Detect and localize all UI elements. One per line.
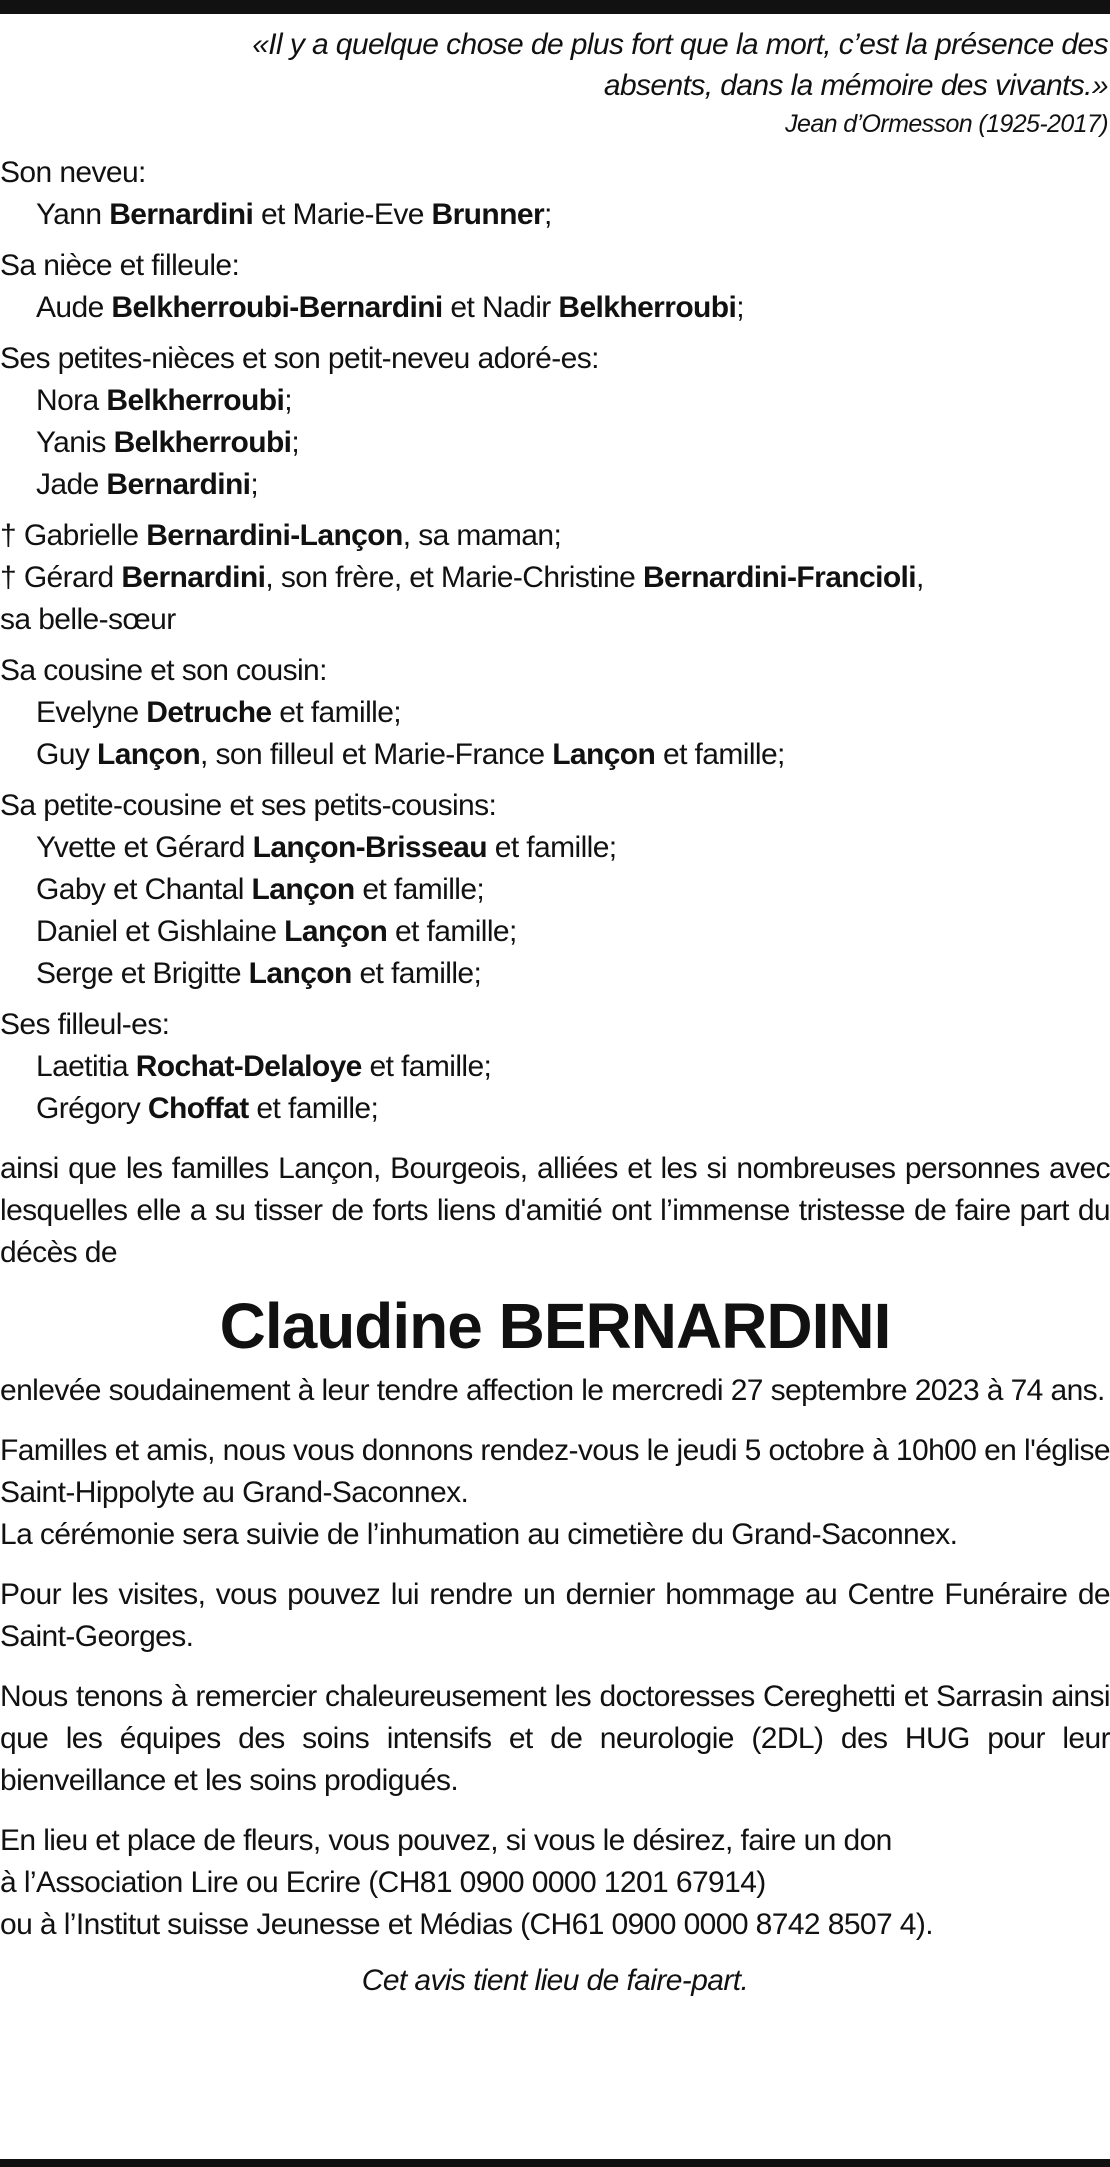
- surname: Bernardini: [121, 561, 266, 594]
- text: , son frère, et Marie-Christine: [265, 561, 643, 594]
- second-cousins-heading: Sa petite-cousine et ses petits-cousins:: [0, 789, 497, 822]
- donations-line-2: à l’Association Lire ou Ecrire (CH81 0900 0000 1201 67914): [0, 1866, 766, 1899]
- quote-author: Jean d’Ormesson (1925-2017): [785, 110, 1108, 138]
- first-name: Gaby et Chantal: [36, 873, 252, 906]
- donations-line-1: En lieu et place de fleurs, vous pouvez, si vous le désirez, faire un don: [0, 1824, 892, 1857]
- passing-paragraph: enlevée soudainement à leur tendre affection le mercredi 27 septembre 2023 à 74 ans.: [0, 1374, 1105, 1407]
- obituary-notice: [0, 24, 1110, 2002]
- text: et famille;: [487, 831, 617, 864]
- text: , sa maman;: [402, 519, 562, 552]
- nephew-line: [0, 194, 1110, 236]
- text: , son filleul et Marie-France: [200, 738, 553, 771]
- text: et famille;: [351, 957, 482, 990]
- thanks-paragraph: Nous tenons à remercier chaleureusement les doctoresses Cereghetti et Sarrasin ainsi que les équipes des soins intensifs et de neurologie (2DL) des HUG pour leur bienveillance et les soins prodigués.: [0, 1680, 1110, 1797]
- nephew-heading: Son neveu:: [0, 156, 146, 189]
- donations-paragraph: [0, 1820, 1110, 1946]
- surname: Belkherroubi: [113, 426, 292, 459]
- surname: Lançon: [96, 738, 201, 771]
- surname: Lançon: [284, 915, 388, 948]
- list-item: [0, 422, 1110, 464]
- text: et famille;: [655, 738, 785, 771]
- text: † Gérard: [0, 561, 122, 594]
- list-item: [0, 734, 1110, 776]
- ceremony-paragraph: [0, 1430, 1110, 1556]
- grandnieces-section: [0, 338, 1110, 506]
- first-name: Serge et Brigitte: [36, 957, 249, 990]
- deceased-brother-line: [0, 557, 1110, 599]
- text: et famille;: [354, 873, 485, 906]
- epigraph-quote: [0, 24, 1110, 143]
- text: ;: [291, 426, 300, 459]
- niece-heading: Sa nièce et filleule:: [0, 249, 240, 282]
- list-item: [0, 380, 1110, 422]
- surname: Lançon: [248, 957, 352, 990]
- sister-in-law-line: sa belle-sœur: [0, 603, 176, 636]
- text: et Nadir: [442, 291, 559, 324]
- surname: Belkherroubi: [106, 384, 285, 417]
- surname: Bernardini-Lançon: [146, 519, 403, 552]
- announcement-paragraph: ainsi que les familles Lançon, Bourgeois, alliées et les si nombreuses personnes avec lesquelles elle a su tisser de forts liens d'amitié ont l’immense tristesse de faire part du décès de: [0, 1152, 1110, 1269]
- list-item: [0, 953, 1110, 995]
- cousins-section: [0, 650, 1110, 776]
- surname: Belkherroubi-Bernardini: [111, 291, 443, 324]
- deceased-name: Claudine BERNARDINI: [219, 1290, 891, 1362]
- text: et Marie-Eve: [253, 198, 432, 231]
- deceased-relatives-section: [0, 515, 1110, 641]
- quote-line-1: «Il y a quelque chose de plus fort que la mort, c’est la présence des: [252, 28, 1108, 61]
- first-name: Jade: [36, 468, 107, 501]
- top-border: [0, 0, 1110, 14]
- first-name: Guy: [36, 738, 97, 771]
- text: et famille;: [248, 1092, 379, 1125]
- text: et famille;: [387, 915, 517, 948]
- list-item: [0, 911, 1110, 953]
- first-name: Yanis: [36, 426, 114, 459]
- grandnieces-heading: Ses petites-nièces et son petit-neveu adoré-es:: [0, 342, 599, 375]
- second-cousins-section: [0, 785, 1110, 995]
- niece-section: [0, 245, 1110, 329]
- list-item: [0, 464, 1110, 506]
- surname: Detruche: [146, 696, 272, 729]
- first-name: Daniel et Gishlaine: [36, 915, 285, 948]
- closing-note: Cet avis tient lieu de faire-part.: [361, 1964, 749, 1997]
- text: ,: [916, 561, 924, 594]
- text: ;: [284, 384, 292, 417]
- text: † Gabrielle: [0, 519, 147, 552]
- list-item: [0, 692, 1110, 734]
- godchildren-section: [0, 1004, 1110, 1130]
- ceremony-line-2: La cérémonie sera suivie de l’inhumation au cimetière du Grand-Saconnex.: [0, 1518, 958, 1551]
- first-name: Laetitia: [36, 1050, 136, 1083]
- text: ;: [736, 291, 744, 324]
- surname: Rochat-Delaloye: [135, 1050, 362, 1083]
- surname: Brunner: [431, 198, 545, 231]
- first-name: Yvette et Gérard: [36, 831, 253, 864]
- surname: Lançon: [552, 738, 656, 771]
- surname: Choffat: [147, 1092, 249, 1125]
- list-item: [0, 1046, 1110, 1088]
- deceased-mother-line: [0, 515, 1110, 557]
- text: ;: [544, 198, 552, 231]
- quote-line-2: absents, dans la mémoire des vivants.»: [603, 69, 1108, 102]
- surname: Lançon: [251, 873, 355, 906]
- visits-paragraph: Pour les visites, vous pouvez lui rendre un dernier hommage au Centre Funéraire de Saint-Georges.: [0, 1578, 1110, 1653]
- first-name: Evelyne: [36, 696, 147, 729]
- nephew-section: [0, 152, 1110, 236]
- cousins-heading: Sa cousine et son cousin:: [0, 654, 327, 687]
- text: ;: [250, 468, 259, 501]
- list-item: [0, 1088, 1110, 1130]
- bottom-border: [0, 2159, 1110, 2167]
- list-item: [0, 869, 1110, 911]
- surname: Lançon-Brisseau: [252, 831, 487, 864]
- first-name: Grégory: [36, 1092, 148, 1125]
- ceremony-line-1: Familles et amis, nous vous donnons rendez-vous le jeudi 5 octobre à 10h00 en l'église Saint-Hippolyte au Grand-Saconnex.: [0, 1434, 1110, 1509]
- surname: Bernardini: [109, 198, 254, 231]
- surname: Bernardini: [106, 468, 251, 501]
- donations-line-3: ou à l’Institut suisse Jeunesse et Médias (CH61 0900 0000 8742 8507 4).: [0, 1908, 934, 1941]
- text: Yann: [36, 198, 110, 231]
- godchildren-heading: Ses filleul-es:: [0, 1008, 170, 1041]
- text: Aude: [36, 291, 112, 324]
- text: et famille;: [271, 696, 402, 729]
- text: et famille;: [361, 1050, 492, 1083]
- surname: Belkherroubi: [558, 291, 737, 324]
- first-name: Nora: [36, 384, 107, 417]
- niece-line: [0, 287, 1110, 329]
- surname: Bernardini-Francioli: [642, 561, 917, 594]
- list-item: [0, 827, 1110, 869]
